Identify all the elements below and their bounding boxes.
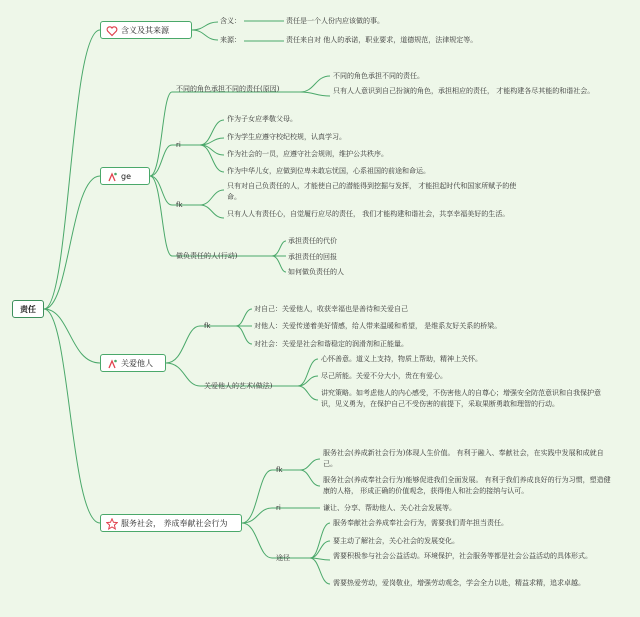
leaf-text: 服务奉献社会养成奉社会行为，需要我们青年担当责任。	[333, 519, 508, 527]
leaf-text: 尽己所能。关爱不分大小，贵在有爱心。	[321, 372, 447, 380]
subtopic-reason: 不同的角色承担不同的责任(原因)	[176, 85, 280, 93]
ribbon-icon	[106, 171, 118, 183]
subtopic-action: 做负责任的人(行动)	[176, 252, 238, 260]
branch-title: ge	[121, 172, 131, 181]
subtopic-ri: ri	[276, 504, 281, 512]
meaning-text: 责任是一个人份内应该做的事。	[286, 17, 384, 25]
leaf-text: 作为子女应孝敬父母。	[227, 115, 297, 123]
leaf-text: 服务社会(养成奉社会行为)能够促进我们全面发展。 有利于我们养成良好的行为习惯，塑造健康的人格， 形成正确的价值观念，获得他人和社会的接纳与认可。	[323, 476, 611, 495]
leaf-text: 只有人人意识到自己扮演的角色，承担相应的责任， 才能构建各尽其能的和谐社会。	[333, 87, 595, 95]
leaf-text: 只有对自己负责任的人，才能使自己的潜能得到挖掘与发挥， 才能担起时代和国家所赋予的使命。	[227, 182, 517, 201]
leaf-text: 谦让、分享、帮助他人、关心社会发展等。	[323, 504, 456, 512]
leaf-text: 需要热爱劳动，爱岗敬业，增强劳动观念，学会全力以赴，精益求精，追求卓越。	[333, 579, 585, 587]
branch-care-others[interactable]	[100, 354, 166, 372]
subtopic-fk: fk	[176, 201, 183, 209]
subtopic-fk: fk	[276, 466, 283, 474]
leaf-text: 不同的角色承担不同的责任。	[333, 72, 424, 80]
subtopic-fk: fk	[204, 322, 211, 330]
source-label: 来源：	[220, 36, 241, 44]
leaf-text: 要主动了解社会，关心社会的发展变化。	[333, 537, 459, 545]
root-topic[interactable]: 责任	[12, 300, 44, 318]
leaf-text: 对自己：关爱他人，收获幸福也是善待和关爱自己	[254, 305, 408, 313]
leaf-text: 承担责任的代价	[288, 237, 337, 245]
meaning-label: 含义：	[220, 17, 241, 25]
branch-serve-society[interactable]	[100, 514, 242, 532]
branch-title: 关爱他人	[121, 359, 153, 368]
ribbon-icon	[106, 358, 118, 370]
leaf-text: 心怀善意。道义上支持，物质上帮助，精神上关怀。	[321, 355, 482, 363]
leaf-text: 服务社会(养成新社会行为)体现人生价值。 有利于融入、奉献社会，在实践中发展和成就自己。	[323, 449, 604, 468]
leaf-text: 对社会：关爱是社会和谐稳定的润滑剂和正能量。	[254, 340, 408, 348]
leaf-text: 作为中华儿女，应做到位卑未敢忘忧国，心系祖国的前途和命运。	[227, 167, 430, 175]
leaf-text: 只有人人有责任心，自觉履行应尽的责任， 我们才能构建和谐社会，共享幸福美好的生活。	[227, 210, 510, 218]
leaf-text: 作为学生应遵守校纪校规，认真学习。	[227, 133, 346, 141]
subtopic-art: 关爱他人的艺术(做法)	[204, 382, 273, 390]
leaf-text: 需要积极参与社会公益活动。环境保护，社会服务等都是社会公益活动的具体形式。	[333, 552, 592, 560]
heart-icon	[106, 25, 118, 37]
leaf-text: 讲究策略。如考虑他人的内心感受，不伤害他人的自尊心；增强安全防范意识和自我保护意识，见义勇为，在保护自己不受伤害的前提下，采取果断勇敢和理智的行动。	[321, 389, 601, 408]
leaf-text: 对他人：关爱传递着美好情感，给人带来温暖和希望， 是维系友好关系的桥梁。	[254, 322, 502, 330]
subtopic-path: 途径	[276, 554, 290, 562]
branch-ge[interactable]	[100, 167, 150, 185]
branch-meaning-source[interactable]	[100, 21, 192, 39]
branch-title: 服务社会， 养成奉献社会行为	[121, 519, 228, 528]
branch-title: 含义及其来源	[121, 26, 169, 35]
leaf-text: 作为社会的一员，应遵守社会规则，维护公共秩序。	[227, 150, 388, 158]
leaf-text: 如何做负责任的人	[288, 268, 344, 276]
star-icon	[106, 518, 118, 530]
subtopic-ri: ri	[176, 141, 181, 149]
leaf-text: 承担责任的回报	[288, 253, 337, 261]
source-text: 责任来自对 他人的承诺，职业要求，道德规范，法律规定等。	[286, 36, 478, 44]
